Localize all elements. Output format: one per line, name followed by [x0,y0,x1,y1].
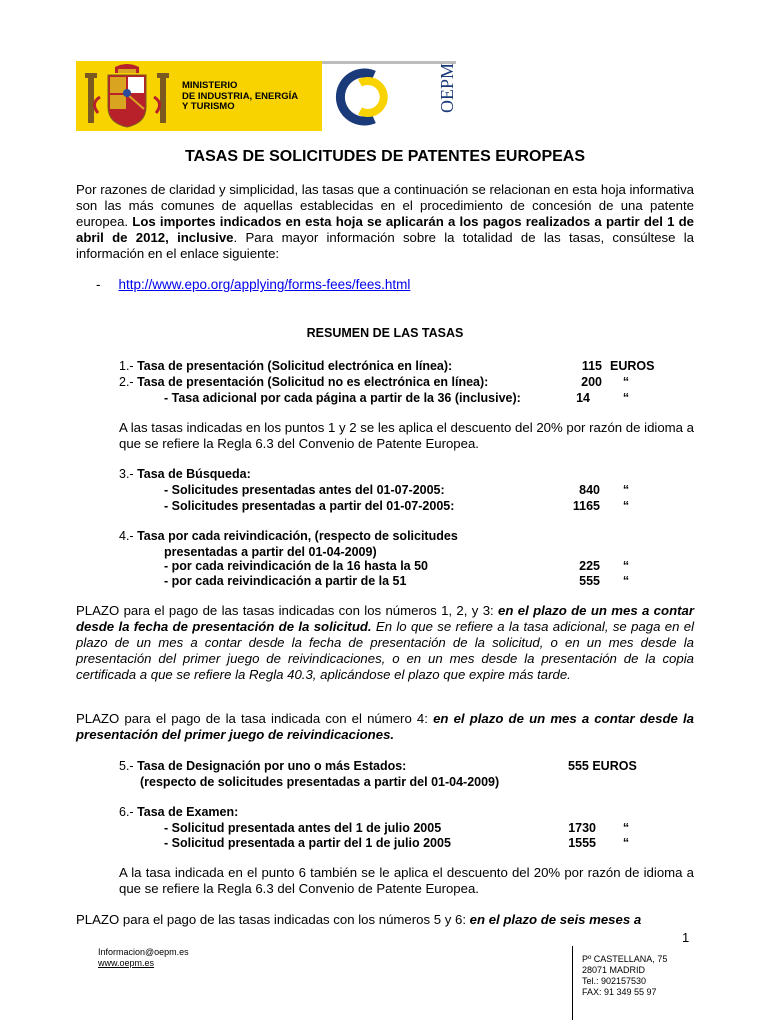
plazo-1-italic: En lo que se refiere a la tasa adicional, se paga en el plazo de un mes a contar desde la fecha de presentación de la solicitud, o en un mes desde la presentación del primer juego de reivindicaciones, o en un mes desde la presentación de la copia certificada a que se refiere la Regla 40.3, aplicándose el plazo que expire más tarde. [76,619,694,682]
fee-row-4 [119,528,458,544]
footer-address-line-1: Pº CASTELLANA, 75 [582,954,668,964]
footer-address-line-4: FAX: 91 349 55 97 [582,987,657,997]
fee-4a-unit: “ [622,559,630,573]
footer-address-line-3: Tel.: 902157530 [582,976,647,986]
coat-of-arms-icon [82,63,172,129]
fee-3b-label: - Solicitudes presentadas a partir del 01-07-2005: [164,499,455,513]
fee-4-label: Tasa por cada reivindicación, (respecto de solicitudes [137,529,458,543]
epo-fees-link[interactable]: http://www.epo.org/applying/forms-fees/fees.html [118,277,411,292]
fee-row-1 [119,358,452,374]
footer-address-line-2: 28071 MADRID [582,965,646,975]
fee-1-unit: EUROS [610,359,655,373]
fee-6-prefix: 6.- [119,805,138,819]
fee-row-2 [119,374,488,390]
fee-4b-label: - por cada reivindicación a partir de la 51 [164,574,407,588]
footer-contact [98,947,189,969]
note-fee-6: A la tasa indicada en el punto 6 también se le aplica el descuento del 20% por razón de idioma a que se refiere la Regla 6.3 del Convenio de Patente Europea. [119,865,694,896]
fee-5-prefix: 5.- [119,759,138,773]
fee-6b-unit: “ [622,836,630,850]
fee-2-amount: 200 [581,375,602,389]
page-title: TASAS DE SOLICITUDES DE PATENTES EUROPEAS [184,148,586,165]
fee-1-prefix: 1.- [119,359,138,373]
fee-3a-unit: “ [622,483,630,497]
fee-4b-amount: 555 [579,574,600,588]
fee-5-label-cont: (respecto de solicitudes presentadas a partir del 01-04-2009) [140,775,500,789]
fee-2-extra-amount: 14 [576,391,590,405]
fee-row-6 [119,804,238,820]
intro-paragraph [76,182,694,262]
fee-row-3 [119,466,251,482]
fee-2-prefix: 2.- [119,375,138,389]
fees-link-row [96,277,410,292]
fee-6a-amount: 1730 [568,821,596,835]
fee-2-extra-label: - Tasa adicional por cada página a partir de la 36 (inclusive): [164,391,521,405]
intro-text-a: Por razones de claridad y simplicidad, las tasas que a continuación se relacionan en esta hoja informativa son las más comunes de aquellas establecidas en el procedimiento de concesión de una patente europea. [76,182,694,229]
oepm-logo-text: OEPM [437,62,457,113]
footer-divider [572,946,573,1020]
note-fees-1-2: A las tasas indicadas en los puntos 1 y 2 se les aplica el descuento del 20% por razón de idioma a que se refiere la Regla 6.3 del Convenio de Patente Europea. [119,420,694,451]
plazo-2-emphasis: en el plazo de un mes a contar desde la presentación del primer juego de reivindicaciones. [76,711,694,742]
fee-1-amount: 115 [581,359,602,373]
plazo-2-lead: PLAZO para el pago de la tasa indicada con el número 4: [76,711,434,726]
fee-3-prefix: 3.- [119,467,138,481]
fee-3-label: Tasa de Búsqueda: [137,467,251,481]
fee-6-label: Tasa de Examen: [137,805,239,819]
fee-4a-label: - por cada reivindicación de la 16 hasta la 50 [164,559,429,573]
fee-2-label: Tasa de presentación (Solicitud no es electrónica en línea): [137,375,489,389]
link-bullet: - [96,277,101,292]
intro-text-b: . Para mayor información sobre la totalidad de las tasas, consúltese la información en el enlace siguiente: [76,230,695,261]
fee-4a-amount: 225 [579,559,600,573]
fee-6a-unit: “ [622,821,630,835]
fee-3b-amount: 1165 [572,499,600,513]
plazo-3-emphasis: en el plazo de seis meses a [469,912,642,927]
fee-6a-label: - Solicitud presentada antes del 1 de julio 2005 [164,821,442,835]
fee-1-label: Tasa de presentación (Solicitud electrónica en línea): [137,359,453,373]
plazo-paragraph-3 [76,912,694,928]
page-number: 1 [682,930,690,945]
fee-4-prefix: 4.- [119,529,138,543]
plazo-paragraph-2 [76,711,694,743]
ministry-name [182,81,298,113]
ministry-line-3: Y TURISMO [182,101,235,112]
fee-5-amount: 555 EUROS [568,759,637,773]
oepm-logo-icon [322,61,456,131]
footer-web-link[interactable]: www.oepm.es [98,958,155,968]
fee-6b-amount: 1555 [568,836,596,850]
fee-3b-unit: “ [622,499,630,513]
fee-6b-label: - Solicitud presentada a partir del 1 de julio 2005 [164,836,451,850]
fee-4-label-cont: presentadas a partir del 01-04-2009) [164,545,377,559]
summary-heading: RESUMEN DE LAS TASAS [306,326,464,340]
fee-3a-amount: 840 [579,483,600,497]
fee-5-label: Tasa de Designación por uno o más Estados: [137,759,407,773]
intro-text-bold: Los importes indicados en esta hoja se aplicarán a los pagos realizados a partir del 1 de abril de 2012, inclusive [76,214,695,245]
plazo-paragraph-1 [76,603,694,683]
fee-2-extra-unit: “ [622,391,630,405]
ministry-line-2: DE INDUSTRIA, ENERGÍA [182,90,299,102]
fee-3a-label: - Solicitudes presentadas antes del 01-07-2005: [164,483,445,497]
fee-4b-unit: “ [622,574,630,588]
plazo-3-lead: PLAZO para el pago de las tasas indicadas con los números 5 y 6: [76,912,470,927]
footer-address [582,954,667,998]
plazo-1-emphasis: en el plazo de un mes a contar desde la fecha de presentación de la solicitud. [76,603,694,634]
header-logo-banner [76,61,456,131]
footer-email[interactable]: Informacion@oepm.es [98,947,189,957]
fee-row-5 [119,758,406,774]
fee-2-unit: “ [622,375,630,389]
ministry-line-1: MINISTERIO [182,80,238,91]
plazo-1-lead: PLAZO para el pago de las tasas indicadas con los números 1, 2, y 3: [76,603,499,618]
